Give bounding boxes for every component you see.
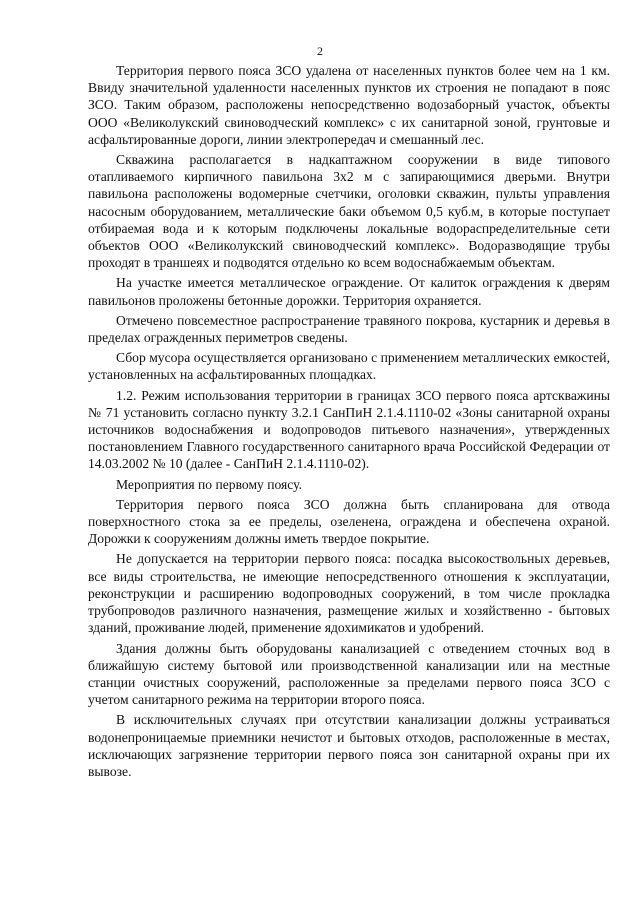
page-number: 2 [317,44,323,58]
paragraph: 1.2. Режим использования территории в границах ЗСО первого пояса артскважины № 71 установить согласно пункту 3.2.1 СанПиН 2.1.4.1110-02 «Зоны санитарной охраны источников водоснабжения и водопроводов питьевого назначения», утвержденных постановлением Главного государственного санитарного врача Российской Федерации от 14.03.2002 № 10 (далее - СанПиН 2.1.4.1110-02). [88,387,610,472]
paragraph: Не допускается на территории первого пояса: посадка высокоствольных деревьев, все виды строительства, не имеющие непосредственного отношения к эксплуатации, реконструкции и расширению водопроводных сооружений, в том числе прокладка трубопроводов различного назначения, размещение жилых и хозяйственно - бытовых зданий, проживание людей, применение ядохимикатов и удобрений. [88,551,610,636]
paragraph: Сбор мусора осуществляется организовано с применением металлических емкостей, установленных на асфальтированных площадках. [88,350,610,383]
paragraph: Мероприятия по первому поясу. [116,476,302,492]
paragraph: Скважина располагается в надкаптажном сооружении в виде типового отапливаемого кирпичного павильона 3х2 м с запирающимися дверьми. Внутри павильона расположены водомерные счетчики, оголовки скважин, пульты управления насосным оборудованием, металлические баки объемом 0,5 куб.м, в которые поступает отбираемая вода и к которым подключены локальные водораспределительные сети объектов ООО «Великолукский свиноводческий комплекс». Водоразводящие трубы проходят в траншеях и подводятся отдельно ко всем водоснабжаемым объектам. [88,152,610,271]
paragraph: Территория первого пояса ЗСО удалена от населенных пунктов более чем на 1 км. Ввиду значительной удаленности населенных пунктов их строения не попадают в пояс ЗСО. Таким образом, расположены непосредственно водозаборный участок, объекты ООО «Великолукский свиноводческий комплекс» с их санитарной зоной, грунтовые и асфальтированные дороги, линии электропередач и смешанный лес. [88,63,610,147]
paragraph: Территория первого пояса ЗСО должна быть спланирована для отвода поверхностного стока за ее пределы, озеленена, ограждена и обеспечена охраной. Дорожки к сооружениям должны иметь твердое покрытие. [88,496,610,547]
paragraph: На участке имеется металлическое ограждение. От калиток ограждения к дверям павильонов проложены бетонные дорожки. Территория охраняется. [88,275,610,308]
paragraph: Отмечено повсеместное распространение травяного покрова, кустарник и деревья в пределах огражденных периметров сведены. [88,312,610,346]
document-body [88,62,610,783]
paragraph: В исключительных случаях при отсутствии канализации должны устраиваться водонепроницаемые приемники нечистот и бытовых отходов, расположенные в местах, исключающих загрязнение территории первого пояса зон санитарной охраны при их вывозе. [88,712,610,779]
paragraph: Здания должны быть оборудованы канализацией с отведением сточных вод в ближайшую систему бытовой или производственной канализации или на местные станции очистных сооружений, расположенные за пределами первого пояса ЗСО с учетом санитарного режима на территории второго пояса. [88,640,610,708]
